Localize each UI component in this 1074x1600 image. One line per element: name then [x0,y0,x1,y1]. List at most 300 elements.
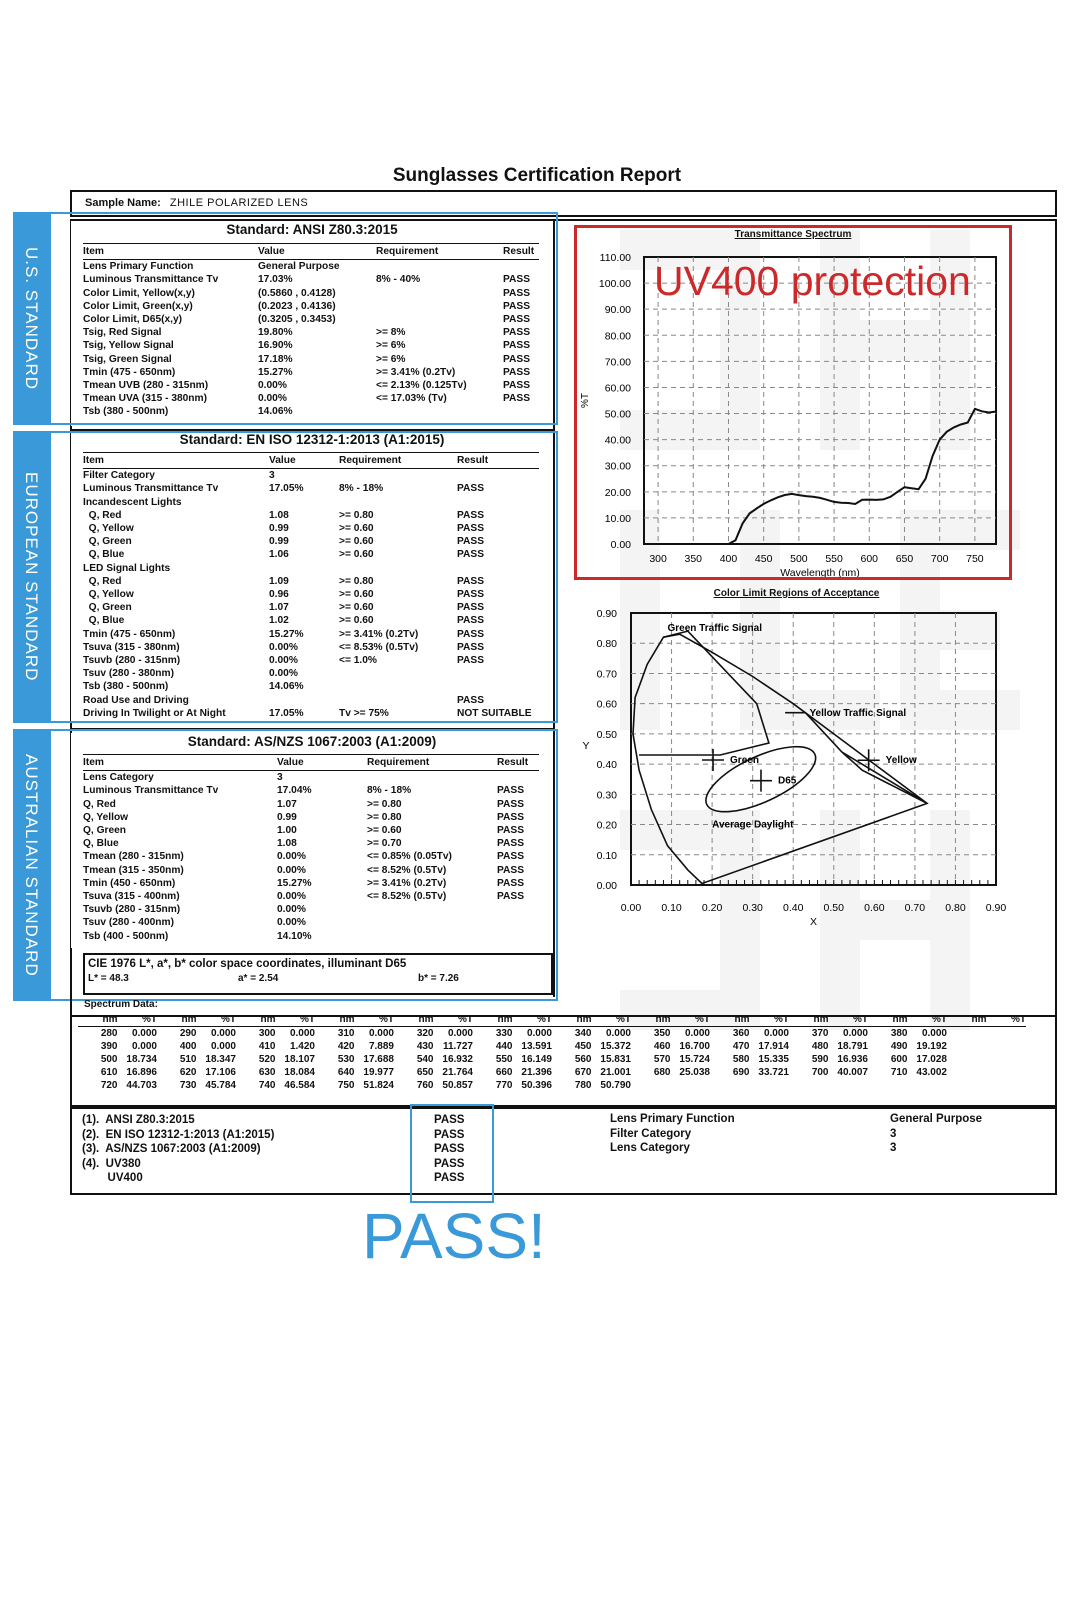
x-tick-label: 0.40 [783,902,804,914]
summary-info-row [610,1142,1050,1157]
spectrum-cell: 21.001 [600,1067,631,1078]
table-cell: 0.00% [258,393,287,405]
table-cell: <= 2.13% (0.125Tv) [376,380,467,392]
spectrum-cell: 550 [495,1054,513,1065]
table-cell: PASS [457,549,484,561]
table-cell: 1.08 [277,838,297,850]
point-label: Green [730,755,759,767]
table-cell: >= 0.70 [367,838,402,850]
spectrum-header-cell: %T [197,1013,237,1027]
spectrum-cell: 11.727 [442,1041,473,1052]
as-header-requirement: Requirement [367,755,497,771]
table-cell: >= 3.41% (0.2Tv) [367,877,447,889]
spectrum-cell: 0.000 [763,1028,789,1039]
eu-standard-label [13,431,49,723]
summary-standard-name: (2). EN ISO 12312-1:2013 (A1:2015) [82,1128,275,1141]
table-cell: Luminous Transmittance Tv [83,785,219,797]
y-tick-label: 80.00 [604,330,631,343]
table-cell: 8% - 18% [339,483,384,495]
table-cell: >= 0.80 [367,811,402,823]
table-cell: Q, Red [83,798,116,810]
spectrum-header-cell: %T [829,1013,869,1027]
table-cell: Q, Blue [83,549,125,561]
spectrum-header-cell: nm [473,1013,513,1027]
spectral-locus [633,634,927,883]
spectrum-cell: 16.932 [442,1054,473,1065]
table-cell: PASS [457,615,484,627]
spectrum-cell: 590 [811,1054,829,1065]
summary-standard-result: PASS [434,1157,465,1170]
spectrum-cell: 51.824 [363,1080,394,1091]
table-cell: Tsuv (280 - 400nm) [83,917,174,929]
table-cell: PASS [497,811,524,823]
spectrum-cell: 50.857 [442,1080,473,1091]
table-cell: 8% - 18% [367,785,412,797]
table-cell: >= 0.60 [367,825,402,837]
spectrum-cell: 280 [100,1028,118,1039]
y-tick-label: 0.00 [610,539,631,551]
table-cell: Q, Green [83,602,132,614]
spectrum-header-cell: nm [947,1013,987,1027]
table-cell: 0.00% [269,668,298,680]
table-cell: Tsuvb (280 - 315nm) [83,904,181,916]
spectrum-header-cell: nm [157,1013,197,1027]
table-cell: 0.00% [258,380,287,392]
table-cell: PASS [503,287,530,299]
table-cell: Q, Red [83,575,122,587]
table-cell: PASS [503,380,530,392]
spectrum-cell: 46.584 [284,1080,315,1091]
ansi-header-item: Item [83,244,258,260]
table-cell: 0.96 [269,589,289,601]
table-cell: (0.3205 , 0.3453) [258,314,336,326]
table-cell: Tmean UVB (280 - 315nm) [83,380,209,392]
spectrum-cell: 43.002 [916,1067,947,1078]
y-tick-label: 0.80 [596,638,617,651]
table-cell: 1.07 [277,798,297,810]
spectrum-cell: 460 [653,1041,671,1052]
pass-highlight-frame [410,1104,494,1203]
table-cell: Road Use and Driving [83,694,189,706]
table-cell: 14.10% [277,930,312,942]
table-cell: <= 8.52% (0.5Tv) [367,864,447,876]
spectrum-cell: 44.703 [126,1080,157,1091]
spectrum-cell: 500 [100,1054,118,1065]
table-cell: Color Limit, D65(x,y) [83,314,183,326]
spectrum-cell [789,1079,829,1092]
x-tick-label: 0.10 [661,902,682,914]
table-cell: 8% - 40% [376,274,421,286]
spectrum-cell: 17.688 [363,1054,394,1065]
spectrum-cell: 750 [337,1080,355,1091]
summary-info-label: Lens Primary Function [610,1113,735,1125]
summary-info-label: Filter Category [610,1127,692,1140]
table-cell: 16.90% [258,340,293,352]
spectrum-cell: 670 [574,1067,592,1078]
table-cell: PASS [503,327,530,339]
table-cell: PASS [497,838,524,850]
table-cell: >= 0.80 [367,798,402,810]
spectrum-header-cell: nm [236,1013,276,1027]
uv400-red-frame [574,225,1012,580]
table-cell: Incandescent Lights [83,496,182,508]
table-cell: Q, Green [83,825,127,837]
spectrum-cell [671,1079,711,1092]
spectrum-cell: 17.914 [758,1041,789,1052]
x-tick-label: 0.00 [620,902,642,914]
table-cell: <= 8.52% (0.5Tv) [367,891,447,903]
summary-standard-result: PASS [434,1128,465,1141]
spectrum-cell: 710 [890,1067,908,1078]
table-cell: 17.05% [269,483,304,495]
ansi-header-requirement: Requirement [376,244,503,260]
y-tick-label: 0.50 [596,728,617,741]
point-marker-green [702,749,724,771]
spectrum-cell: 450 [574,1041,592,1052]
table-cell: Tsuv (280 - 380nm) [83,668,174,680]
spectrum-cell: 600 [890,1054,908,1065]
table-cell: PASS [457,536,484,548]
table-cell: >= 0.60 [339,536,374,548]
table-cell: PASS [497,798,524,810]
as-header-result: Result [497,755,539,771]
table-cell: >= 0.80 [339,575,374,587]
spectrum-cell: 540 [416,1054,434,1065]
spectrum-cell: 340 [574,1028,592,1039]
table-cell: 1.02 [269,615,289,627]
table-cell: Q, Green [83,536,132,548]
spectrum-cell: 680 [653,1067,671,1078]
table-cell: PASS [497,864,524,876]
table-cell: Q, Yellow [83,589,134,601]
us-standard-text: U.S. STANDARD [22,246,41,391]
spectrum-header-cell: %T [987,1013,1027,1027]
table-cell: PASS [457,509,484,521]
y-tick-label: 20.00 [604,486,631,499]
table-cell: Tmin (475 - 650nm) [83,628,176,640]
y-tick-label: 10.00 [604,512,631,525]
x-tick-label: 0.60 [864,902,885,914]
table-cell: PASS [497,891,524,903]
spectrum-table [78,1013,1026,1092]
spectrum-cell: 18.084 [284,1067,315,1078]
spectrum-header-cell: nm [552,1013,592,1027]
table-cell: >= 3.41% (0.2Tv) [339,628,419,640]
table-cell: PASS [503,274,530,286]
spectrum-cell: 16.936 [837,1054,868,1065]
table-cell: PASS [497,877,524,889]
region-label: Average Daylight [712,819,794,831]
table-cell: 0.00% [277,891,306,903]
table-cell: Tsuva (315 - 380nm) [83,641,180,653]
spectrum-cell: 320 [416,1028,434,1039]
table-cell: Filter Category [83,470,155,482]
table-cell: 0.00% [269,641,298,653]
y-tick-label: 40.00 [604,434,631,447]
summary-standard-result: PASS [434,1114,465,1126]
point-marker-d65 [750,770,772,792]
ansi-header-value: Value [258,244,376,260]
spectrum-cell: 40.007 [837,1067,868,1078]
y-tick-label: 0.30 [596,789,617,802]
x-tick-label: 750 [966,553,984,565]
table-cell: 17.05% [269,707,304,719]
table-cell: >= 6% [376,340,406,352]
table-cell: >= 6% [376,353,406,365]
spectrum-data-section [70,997,1057,1107]
x-tick-label: 300 [649,553,667,565]
y-tick-label: 0.20 [596,819,617,832]
au-standard-frame [49,729,558,1001]
x-tick-label: 0.70 [904,902,926,914]
table-cell: >= 0.60 [339,523,374,535]
table-cell: PASS [497,825,524,837]
table-cell: <= 8.53% (0.5Tv) [339,641,419,653]
spectrum-row [78,1040,1026,1053]
x-axis-label: Wavelength (nm) [780,567,860,579]
y-tick-label: 90.00 [604,304,631,317]
spectrum-cell: 0.000 [921,1028,947,1039]
spectrum-header-cell: %T [750,1013,790,1027]
table-cell: Q, Red [83,509,122,521]
ansi-title: Standard: ANSI Z80.3:2015 [226,222,398,237]
spectrum-header-cell: nm [789,1013,829,1027]
spectrum-row [78,1053,1026,1066]
spectrum-header-cell: nm [631,1013,671,1027]
spectrum-cell: 740 [258,1080,276,1091]
sample-name-label: Sample Name: [85,197,161,209]
spectrum-header-cell: nm [315,1013,355,1027]
table-cell: Tmean (315 - 350nm) [83,864,184,876]
summary-info-label: Lens Category [610,1142,690,1155]
x-tick-label: 500 [790,553,808,565]
x-tick-label: 600 [860,553,879,565]
table-cell: 0.99 [269,523,289,535]
table-cell: PASS [497,851,524,863]
spectrum-header-cell: nm [868,1013,908,1027]
table-cell: 1.00 [277,825,297,837]
table-cell: PASS [503,353,530,365]
table-cell: 0.00% [269,655,298,667]
table-cell: 0.00% [277,904,306,916]
table-cell: Tv >= 75% [339,707,389,719]
table-cell: PASS [457,628,484,640]
summary-info-value: 3 [890,1142,897,1155]
spectrum-cell: 310 [337,1028,355,1039]
spectrum-header-cell: nm [78,1013,118,1027]
spectrum-cell: 0.000 [684,1028,710,1039]
spectrum-cell: 21.764 [442,1067,473,1078]
au-standard-text: AUSTRALIAN STANDARD [22,753,41,977]
spectrum-cell: 0.000 [131,1041,157,1052]
spectrum-cell: 0.000 [210,1041,236,1052]
summary-info [610,1113,1050,1157]
x-tick-label: 350 [684,553,703,565]
x-tick-label: 700 [930,553,949,565]
y-tick-label: 50.00 [604,408,631,421]
spectrum-cell: 45.784 [205,1080,236,1091]
summary-info-row [610,1113,1050,1128]
spectrum-header-cell: %T [118,1013,158,1027]
en-header-result: Result [457,453,539,469]
spectrum-cell: 530 [337,1054,355,1065]
table-cell: <= 0.85% (0.05Tv) [367,851,452,863]
spectrum-cell: 430 [416,1041,434,1052]
y-axis-label: %T [580,393,591,408]
spectrum-cell: 18.347 [205,1054,236,1065]
table-cell: LED Signal Lights [83,562,171,574]
spectrum-cell: 520 [258,1054,276,1065]
table-cell: (0.5860 , 0.4128) [258,287,336,299]
x-tick-label: 0.90 [985,902,1007,914]
spectrum-cell: 720 [100,1080,118,1091]
x-axis-label: X [809,916,818,928]
table-cell: PASS [457,589,484,601]
spectrum-cell [631,1079,671,1092]
table-cell: >= 0.60 [339,602,374,614]
table-cell: Color Limit, Green(x,y) [83,300,193,312]
en-header-requirement: Requirement [339,453,457,469]
y-axis-label: Y [582,740,590,752]
spectrum-cell: 18.107 [284,1054,315,1065]
spectrum-cell: 440 [495,1041,513,1052]
spectrum-header-cell: nm [710,1013,750,1027]
au-standard-label [13,729,49,1001]
summary-standard-name: (4). UV380 [82,1157,141,1170]
spectrum-cell: 560 [574,1054,592,1065]
summary-standard-result: PASS [434,1172,465,1185]
point-marker-yellow [858,749,880,771]
table-cell: Tsig, Green Signal [83,353,172,365]
spectrum-cell: 390 [100,1041,118,1052]
table-cell: PASS [503,366,530,378]
summary-standards [82,1113,274,1186]
table-cell: 0.99 [277,811,297,823]
table-cell: 17.04% [277,785,312,797]
y-tick-label: 70.00 [604,356,631,369]
table-cell: PASS [457,602,484,614]
table-cell: Tmean UVA (315 - 380nm) [83,393,207,405]
spectrum-cell: 50.396 [521,1080,552,1091]
y-tick-label: 0.40 [596,759,617,772]
spectrum-header-cell: %T [355,1013,395,1027]
table-cell: <= 1.0% [339,655,377,667]
table-cell: Tsb (380 - 500nm) [83,406,169,418]
y-tick-label: 0.70 [596,668,617,681]
table-cell: >= 3.41% (0.2Tv) [376,366,456,378]
table-cell: Tmin (450 - 650nm) [83,877,176,889]
spectrum-row [78,1027,1026,1041]
table-cell: Tsb (380 - 500nm) [83,681,169,693]
spectrum-cell: 410 [258,1041,276,1052]
as-title: Standard: AS/NZS 1067:2003 (A1:2009) [187,734,437,749]
table-cell: 0.00% [277,851,306,863]
table-cell: (0.2023 , 0.4136) [258,300,336,312]
cie-b-value: b* = 7.26 [418,973,459,984]
spectrum-cell: 21.396 [521,1067,552,1078]
table-cell: 19.80% [258,327,293,339]
summary-standard-name: UV400 [82,1172,143,1185]
spectrum-cell: 730 [179,1080,197,1091]
spectrum-cell: 1.420 [289,1041,315,1052]
spectrum-cell: 0.000 [131,1028,157,1039]
table-cell: Driving In Twilight or At Night [83,707,226,719]
ansi-header-result: Result [503,244,539,260]
x-tick-label: 650 [895,553,914,565]
table-cell: >= 0.60 [339,589,374,601]
sample-name-value: ZHILE POLARIZED LENS [169,197,309,209]
y-tick-label: 110.00 [599,252,631,264]
spectrum-cell: 0.000 [289,1028,315,1039]
y-tick-label: 30.00 [604,460,631,473]
table-cell: PASS [457,575,484,587]
table-cell: Lens Category [83,772,154,784]
table-cell: 0.99 [269,536,289,548]
table-cell: 14.06% [269,681,304,693]
spectrum-cell: 0.000 [526,1028,552,1039]
table-cell: Tsuvb (280 - 315nm) [83,655,181,667]
spectrum-header-cell: nm [394,1013,434,1027]
table-cell: >= 0.80 [339,509,374,521]
table-cell: 0.00% [277,864,306,876]
table-cell: >= 0.60 [339,615,374,627]
spectrum-cell: 16.896 [126,1067,157,1078]
table-cell: Q, Blue [83,615,125,627]
summary-info-row [610,1128,1050,1143]
table-cell: 17.03% [258,274,293,286]
cie-l-value: L* = 48.3 [88,973,129,984]
spectrum-row [78,1079,1026,1092]
table-cell: PASS [457,694,484,706]
spectrum-cell: 50.790 [600,1080,631,1091]
spectrum-cell: 17.106 [205,1067,236,1078]
spectrum-cell: 13.591 [521,1041,552,1052]
table-cell: PASS [503,393,530,405]
x-tick-label: 0.30 [742,902,763,914]
x-tick-label: 550 [825,553,843,565]
table-cell: Luminous Transmittance Tv [83,483,219,495]
us-standard-label [13,212,49,425]
spectrum-header-cell: %T [276,1013,316,1027]
spectrum-header-cell: %T [513,1013,553,1027]
spectrum-cell: 760 [416,1080,434,1091]
spectrum-cell: 0.000 [605,1028,631,1039]
x-tick-label: 0.80 [945,902,966,914]
table-cell: 17.18% [258,353,293,365]
y-tick-label: 0.00 [596,880,617,892]
table-cell: 3 [277,772,283,784]
spectrum-cell: 25.038 [679,1067,710,1078]
spectrum-header-cell: %T [592,1013,632,1027]
spectrum-cell: 640 [337,1067,355,1078]
pass-callout: PASS! [362,1200,546,1272]
spectrum-cell: 0.000 [842,1028,868,1039]
table-cell: PASS [503,340,530,352]
spectrum-cell: 470 [732,1041,750,1052]
table-cell: NOT SUITABLE [457,707,532,719]
table-cell: >= 0.60 [339,549,374,561]
summary-standard-result: PASS [434,1143,465,1156]
table-cell: 15.27% [277,877,312,889]
spectrum-cell: 570 [653,1054,671,1065]
spectrum-cell: 33.721 [758,1067,789,1078]
summary-standard-name: (3). AS/NZS 1067:2003 (A1:2009) [82,1143,261,1156]
spectrum-cell: 0.000 [368,1028,394,1039]
spectrum-cell: 610 [100,1067,118,1078]
spectrum-cell [750,1079,790,1092]
table-cell: 15.27% [258,366,293,378]
spectrum-cell: 330 [495,1028,513,1039]
